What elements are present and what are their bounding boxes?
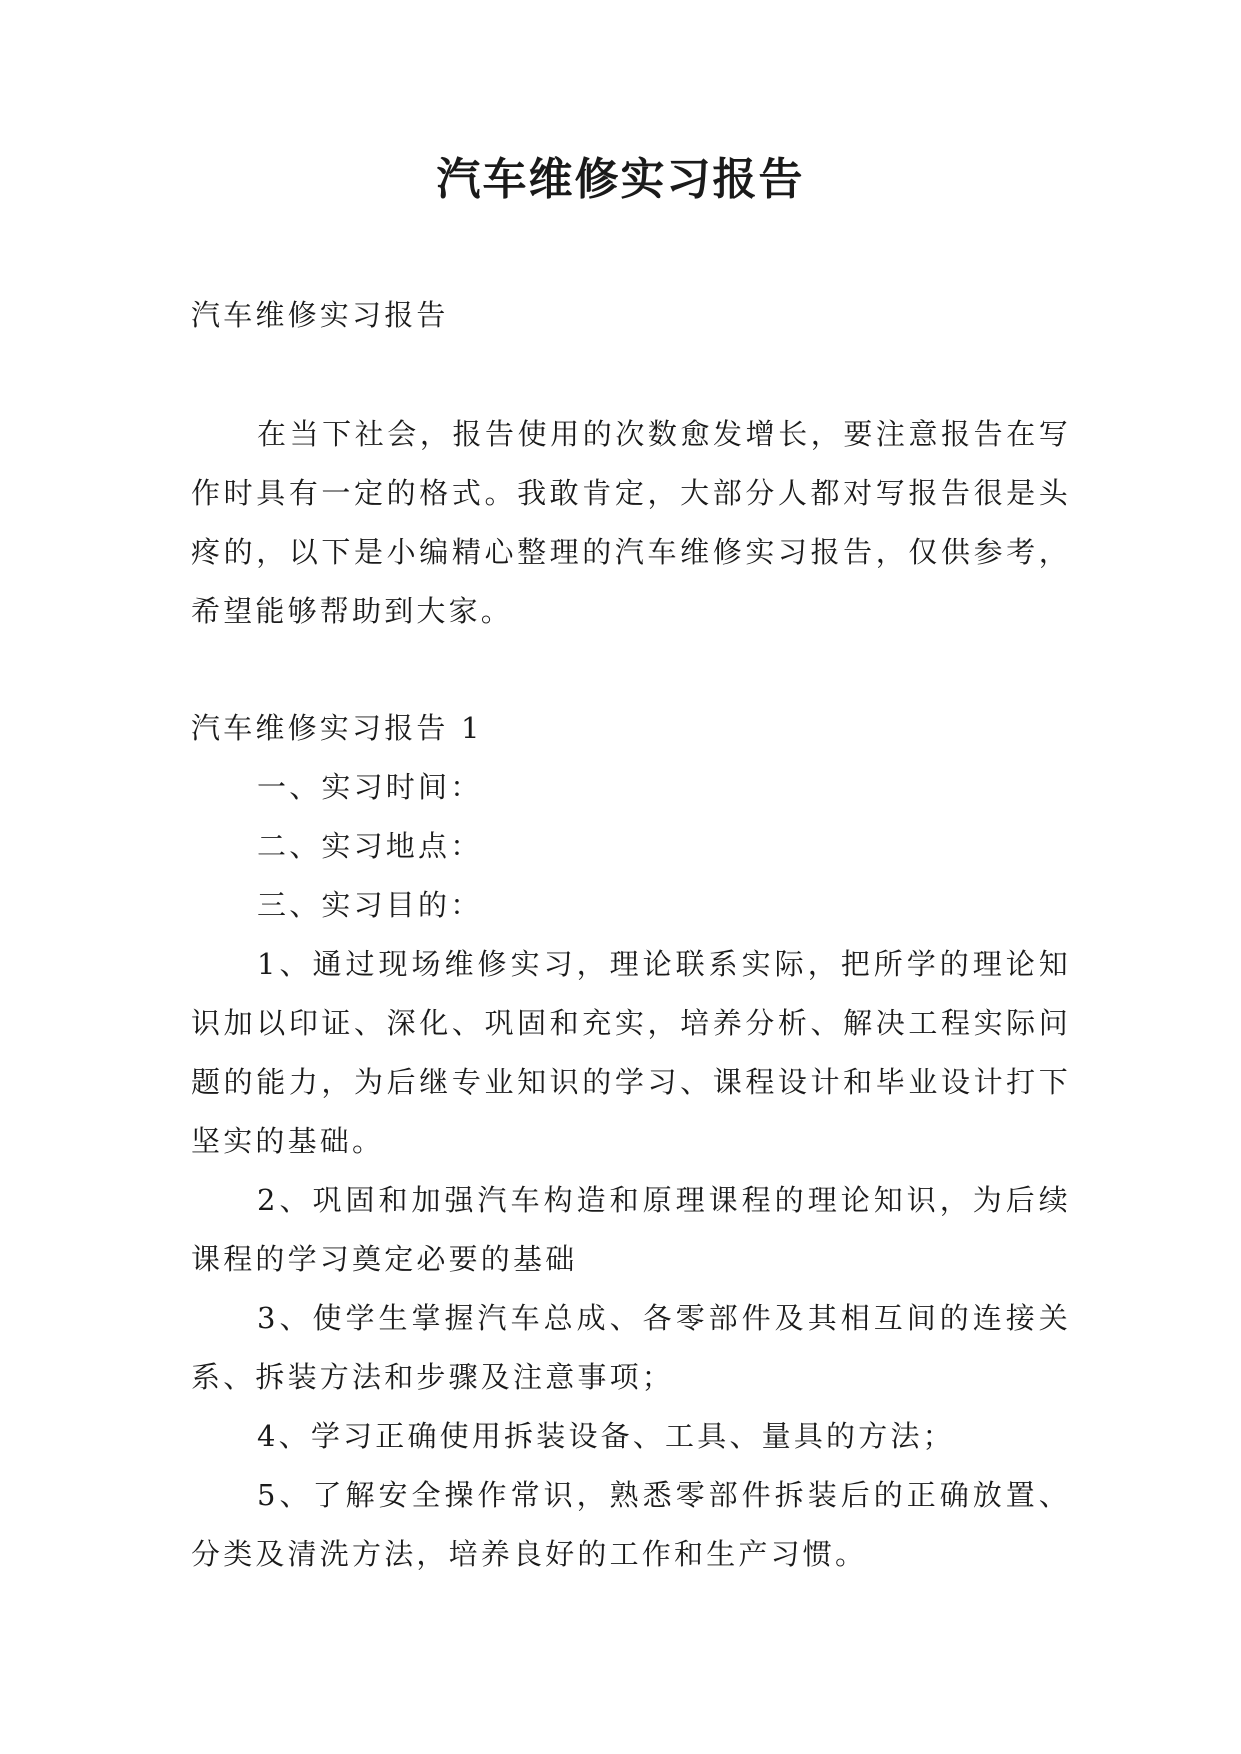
spacer: [191, 345, 1071, 405]
document-title: 汽车维修实习报告: [436, 154, 805, 205]
purpose-item-4: 4、学习正确使用拆装设备、工具、量具的方法；: [257, 1419, 955, 1453]
spacer: [191, 641, 1071, 699]
list-item-location: 二、实习地点：: [257, 829, 483, 863]
document-body: [191, 286, 1071, 1584]
list-item-purpose: 三、实习目的：: [257, 888, 483, 922]
document-subtitle: 汽车维修实习报告: [191, 298, 449, 332]
section-heading: 汽车维修实习报告 1: [191, 711, 483, 745]
list-item-time: 一、实习时间：: [257, 770, 483, 804]
purpose-item-5: 5、了解安全操作常识，熟悉零部件拆装后的正确放置、分类及清洗方法，培养良好的工作和生产习惯。: [191, 1478, 1071, 1571]
purpose-item-3: 3、使学生掌握汽车总成、各零部件及其相互间的连接关系、拆装方法和步骤及注意事项；: [191, 1301, 1071, 1394]
intro-paragraph: 在当下社会，报告使用的次数愈发增长，要注意报告在写作时具有一定的格式。我敢肯定，大部分人都对写报告很是头疼的，以下是小编精心整理的汽车维修实习报告，仅供参考，希望能够帮助到大家。: [191, 417, 1071, 628]
purpose-item-1: 1、通过现场维修实习，理论联系实际，把所学的理论知识加以印证、深化、巩固和充实，培养分析、解决工程实际问题的能力，为后继专业知识的学习、课程设计和毕业设计打下坚实的基础。: [191, 947, 1071, 1158]
purpose-item-2: 2、巩固和加强汽车构造和原理课程的理论知识，为后续课程的学习奠定必要的基础: [191, 1183, 1071, 1276]
